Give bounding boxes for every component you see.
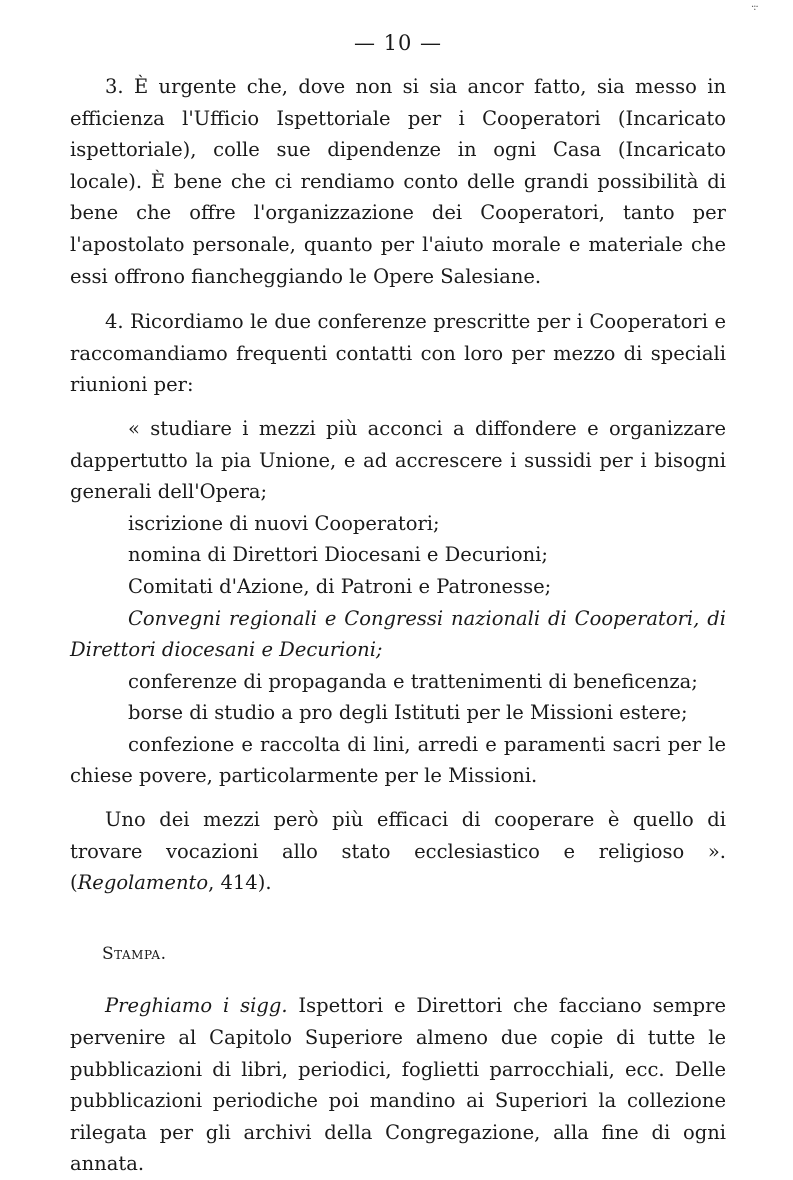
quote-list-item: iscrizione di nuovi Cooperatori; bbox=[128, 511, 440, 535]
paragraph-4 bbox=[70, 306, 726, 401]
stampa-paragraph bbox=[70, 990, 726, 1180]
section-heading-text: Stampa. bbox=[102, 943, 167, 964]
citation-rest: , 414). bbox=[208, 871, 272, 895]
paragraph-3-text: È urgente che, dove non si sia ancor fatto, sia messo in efficienza l'Ufficio Ispettoriale per i Cooperatori (Incaricato ispettoriale), colle sue dipendenze in ogni Casa (Incaricato locale). È bene che ci rendiamo conto delle grandi possibilità di bene che offre l'organizzazione dei Cooperatori, tanto per l'apostolato personale, quanto per l'aiuto morale e materiale che essi offrono fiancheggiando le Opere Salesiane. bbox=[70, 75, 726, 288]
quote-closing bbox=[70, 804, 726, 899]
quote-closing-text: Uno dei mezzi però più efficaci di cooperare è quello di trovare vocazioni allo stato ecclesiastico e religioso ». bbox=[70, 808, 726, 863]
quote-list-item: confezione e raccolta di lini, arredi e paramenti sacri per le chiese povere, particolarmente per le Missioni. bbox=[70, 732, 726, 788]
quote-list-item: nomina di Direttori Diocesani e Decurioni; bbox=[128, 543, 548, 567]
quote-list-item: Convegni regionali e Congressi nazionali di Cooperatori, di Direttori diocesani e Decurioni; bbox=[70, 606, 726, 662]
stampa-text: Ispettori e Direttori che facciano sempre pervenire al Capitolo Superiore almeno due copie di tutte le pubblicazioni di libri, periodici, foglietti parrocchiali, ecc. Delle pubblicazioni periodiche poi mandino ai Superiori la collezione rilegata per gli archivi della Congregazione, alla fine di ogni annata. bbox=[70, 994, 726, 1176]
quote-list-item: Comitati d'Azione, di Patroni e Patronesse; bbox=[128, 574, 552, 598]
paragraph-4-text: Ricordiamo le due conferenze prescritte per i Cooperatori e raccomandiamo frequenti contatti con loro per mezzo di speciali riunioni per: bbox=[70, 310, 726, 397]
document-page bbox=[70, 28, 726, 1180]
section-heading-stampa bbox=[70, 939, 726, 971]
quote-opening: « studiare i mezzi più acconci a diffondere e organizzare dappertutto la pia Unione, e ad accrescere i sussidi per i bisogni generali dell'Opera; bbox=[70, 416, 726, 504]
citation bbox=[70, 871, 272, 894]
citation-open: ( bbox=[70, 871, 78, 895]
paragraph-3-number: 3. bbox=[105, 75, 124, 98]
citation-work: Regolamento bbox=[77, 871, 209, 895]
page-number: — 10 — bbox=[353, 31, 443, 55]
paragraph-4-number: 4. bbox=[105, 310, 124, 334]
quote-list-item: conferenze di propaganda e trattenimenti di beneficenza; bbox=[128, 669, 698, 693]
paragraph-3 bbox=[70, 71, 726, 292]
scan-speck: ·:· bbox=[751, 2, 758, 13]
stampa-italic-lead: Preghiamo i sigg. bbox=[105, 994, 288, 1018]
quote-list-item: borse di studio a pro degli Istituti per le Missioni estere; bbox=[128, 701, 688, 725]
